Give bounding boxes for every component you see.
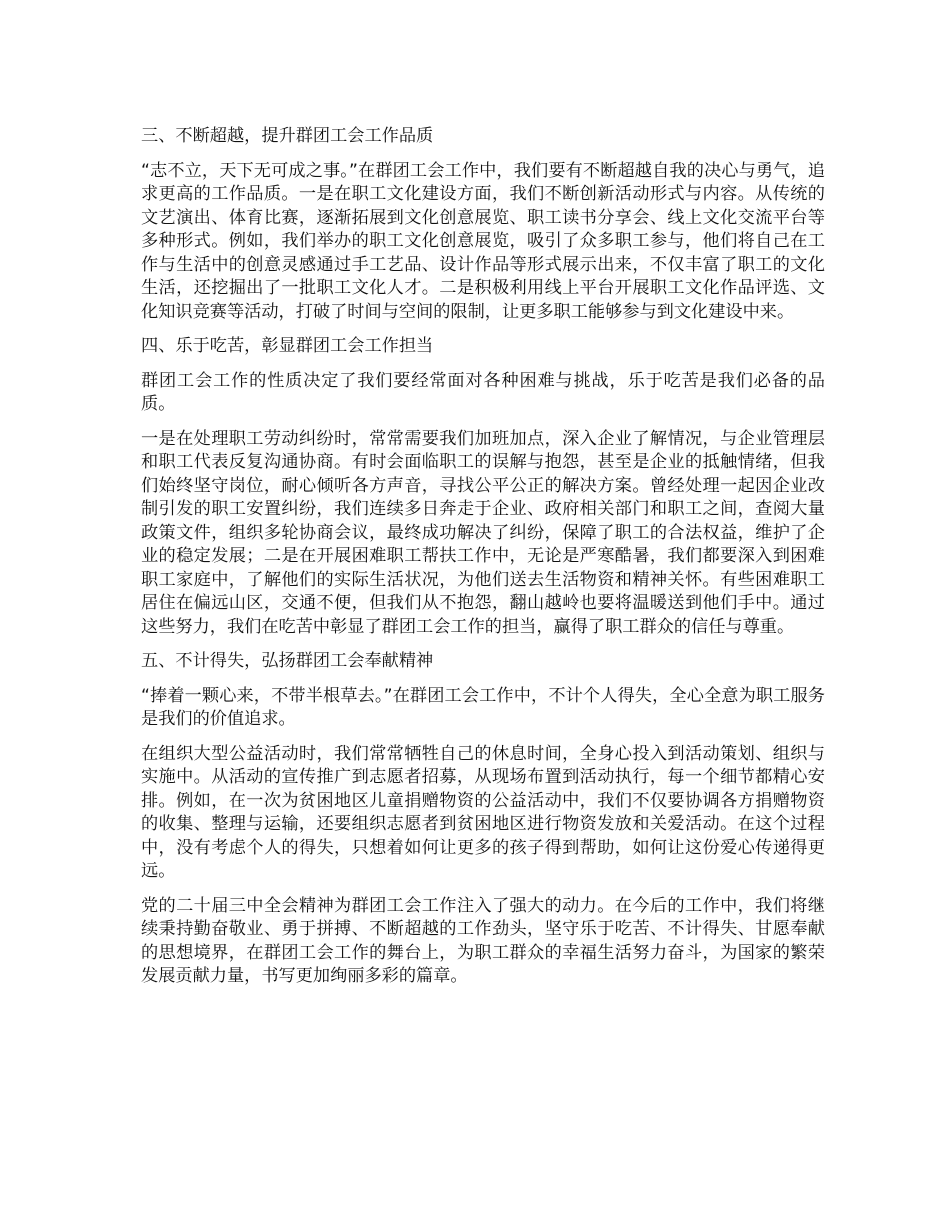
section-heading-3: 三、不断超越，提升群团工会工作品质 [141,126,434,146]
section-4-paragraph-1: 群团工会工作的性质决定了我们要经常面对各种困难与挑战，乐于吃苦是我们必备的品质。 [141,370,825,414]
document-page [141,125,825,1000]
section-3-paragraph-1: “志不立，天下无可成之事。”在群团工会工作中，我们要有不断超越自我的决心与勇气，追求更高的工作品质。一是在职工文化建设方面，我们不断创新活动形式与内容。从传统的文艺演出、体育比赛，逐渐拓展到文化创意展览、职工读书分享会、线上文化交流平台等多种形式。例如，我们举办的职工文化创意展览，吸引了众多职工参与，他们将自己在工作与生活中的创意灵感通过手工艺品、设计作品等形式展示出来，不仅丰富了职工的文化生活，还挖掘出了一批职工文化人才。二是积极利用线上平台开展职工文化作品评选、文化知识竞赛等活动，打破了时间与空间的限制，让更多职工能够参与到文化建设中来。 [141,160,825,322]
closing-paragraph: 党的二十届三中全会精神为群团工会工作注入了强大的动力。在今后的工作中，我们将继续秉持勤奋敬业、勇于拼搏、不断超越的工作劲头，坚守乐于吃苦、不计得失、甘愿奉献的思想境界，在群团工会工作的舞台上，为职工群众的幸福生活努力奋斗，为国家的繁荣发展贡献力量，书写更加绚丽多彩的篇章。 [141,895,825,986]
section-5-paragraph-2: 在组织大型公益活动时，我们常常牺牲自己的休息时间，全身心投入到活动策划、组织与实施中。从活动的宣传推广到志愿者招募，从现场布置到活动执行，每一个细节都精心安排。例如，在一次为贫困地区儿童捐赠物资的公益活动中，我们不仅要协调各方捐赠物资的收集、整理与运输，还要组织志愿者到贫困地区进行物资发放和关爱活动。在这个过程中，没有考虑个人的得失，只想着如何让更多的孩子得到帮助，如何让这份爱心传递得更远。 [141,743,825,881]
section-4-paragraph-2: 一是在处理职工劳动纠纷时，常常需要我们加班加点，深入企业了解情况，与企业管理层和职工代表反复沟通协商。有时会面临职工的误解与抱怨，甚至是企业的抵触情绪，但我们始终坚守岗位，耐心倾听各方声音，寻找公平公正的解决方案。曾经处理一起因企业改制引发的职工安置纠纷，我们连续多日奔走于企业、政府相关部门和职工之间，查阅大量政策文件，组织多轮协商会议，最终成功解决了纠纷，保障了职工的合法权益，维护了企业的稳定发展；二是在开展困难职工帮扶工作中，无论是严寒酷暑，我们都要深入到困难职工家庭中，了解他们的实际生活状况，为他们送去生活物资和精神关怀。有些困难职工居住在偏远山区，交通不便，但我们从不抱怨，翻山越岭也要将温暖送到他们手中。通过这些努力，我们在吃苦中彰显了群团工会工作的担当，赢得了职工群众的信任与尊重。 [141,428,825,637]
section-heading-5: 五、不计得失，弘扬群团工会奉献精神 [141,651,434,671]
section-5-paragraph-1: “捧着一颗心来，不带半根草去。”在群团工会工作中，不计个人得失，全心全意为职工服务是我们的价值追求。 [141,685,825,729]
section-heading-4: 四、乐于吃苦，彰显群团工会工作担当 [141,336,434,356]
